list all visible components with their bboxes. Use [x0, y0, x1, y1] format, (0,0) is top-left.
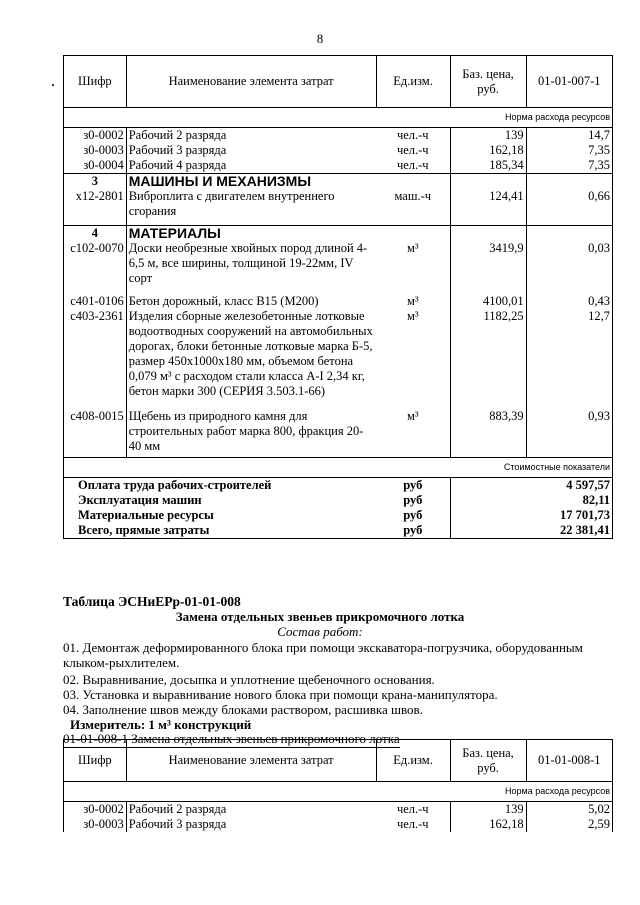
header-name: Наименование элемента затрат — [126, 56, 376, 108]
resource-table-01-01-008-1 — [63, 739, 613, 832]
table-row: с401-0106 Бетон дорожный, класс В15 (М200) м³ 4100,01 0,43 — [64, 294, 613, 309]
norm-label: Норма расхода ресурсов — [64, 782, 613, 802]
norm-label: Норма расхода ресурсов — [64, 108, 613, 128]
item-title: 01-01-008-1 Замена отдельных звеньев прикромочного лотка — [63, 731, 400, 746]
header-code: Шифр — [64, 740, 127, 782]
header-unit: Ед.изм. — [376, 740, 450, 782]
table-row: с102-0070 Доски необрезные хвойных пород длиной 4-6,5 м, все ширины, толщиной 19-22мм, IV сорт м³ 3419,9 0,03 — [64, 241, 613, 286]
table-row: з0-0002 Рабочий 2 разряда чел.-ч 139 14,7 — [64, 128, 613, 144]
summary-row: Всего, прямые затраты руб 22 381,41 — [64, 523, 613, 539]
header-unit: Ед.изм. — [376, 56, 450, 108]
table-row: с403-2361 Изделия сборные железобетонные лотковые водоотводных сооружений на автомобильных дорогах, блоки бетонные лотковые марка Б-5, размер 450х1000х180 мм, объемом бетона 0,079 м³ с расходом стали класса А-I 2,34 кг, бетон марки 300 (СЕРИЯ 3.503.1-66) м³ 1182,25 12,7 — [64, 309, 613, 399]
header-code: Шифр — [64, 56, 127, 108]
header-norm-code: 01-01-008-1 — [526, 740, 612, 782]
resource-table-01-01-007-1 — [63, 55, 613, 539]
section-header-machines: 3 МАШИНЫ И МЕХАНИЗМЫ — [64, 174, 613, 190]
cost-label: Стоимостные показатели — [64, 458, 613, 478]
composition-title: Состав работ: — [277, 624, 363, 639]
summary-row: Оплата труда рабочих-строителей руб 4 597,57 — [64, 478, 613, 494]
header-price: Баз. цена, руб. — [450, 740, 526, 782]
header-name: Наименование элемента затрат — [126, 740, 376, 782]
table-row: з0-0002 Рабочий 2 разряда чел.-ч 139 5,02 — [64, 802, 613, 818]
table-row: з0-0004 Рабочий 4 разряда чел.-ч 185,34 7,35 — [64, 158, 613, 174]
work-step-3: 03. Установка и выравнивание нового блока при помощи крана-манипулятора. — [63, 687, 498, 702]
table-title: Таблица ЭСНиЕРр-01-01-008 — [63, 594, 241, 609]
work-step-1: 01. Демонтаж деформированного блока при помощи экскаватора-погрузчика, оборудованным клыком-рыхлителем. — [63, 640, 583, 670]
table-row: х12-2801 Виброплита с двигателем внутреннего сгорания маш.-ч 124,41 0,66 — [64, 189, 613, 219]
page-number: 8 — [316, 31, 324, 46]
work-step-4: 04. Заполнение швов между блоками раствором, расшивка швов. — [63, 702, 423, 717]
summary-row: Эксплуатация машин руб 82,11 — [64, 493, 613, 508]
meter: Измеритель: 1 м³ конструкций — [70, 717, 252, 732]
work-step-2: 02. Выравнивание, досыпка и уплотнение щебеночного основания. — [63, 672, 435, 687]
section-header-materials: 4 МАТЕРИАЛЫ — [64, 225, 613, 241]
summary-row: Материальные ресурсы руб 17 701,73 — [64, 508, 613, 523]
header-norm-code: 01-01-007-1 — [526, 56, 612, 108]
table-row: з0-0003 Рабочий 3 разряда чел.-ч 162,18 2,59 — [64, 817, 613, 832]
table-row: з0-0003 Рабочий 3 разряда чел.-ч 162,18 7,35 — [64, 143, 613, 158]
margin-dot — [52, 84, 54, 86]
header-price: Баз. цена, руб. — [450, 56, 526, 108]
table-row: с408-0015 Щебень из природного камня для строительных работ марка 800, фракция 20-40 мм м³ 883,39 0,93 — [64, 409, 613, 454]
subtitle: Замена отдельных звеньев прикромочного лотка — [175, 609, 465, 624]
